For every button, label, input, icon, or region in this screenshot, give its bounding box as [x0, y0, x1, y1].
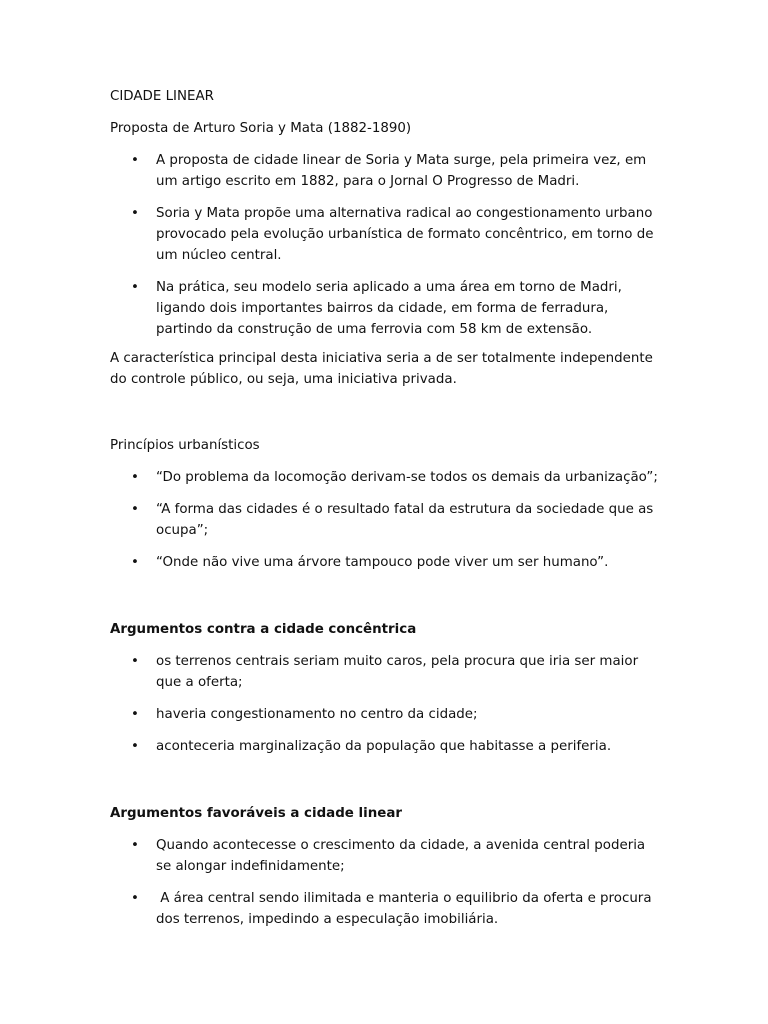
- proposal-heading: Proposta de Arturo Soria y Mata (1882-1890): [110, 121, 412, 136]
- bullet-icon: •: [131, 153, 139, 168]
- list-item: [110, 704, 658, 725]
- bullet-icon: •: [131, 654, 139, 669]
- principles-heading: Princípios urbanísticos: [110, 438, 260, 453]
- list-item-text: Na prática, seu modelo seria aplicado a uma área em torno de Madri, ligando dois importantes bairros da cidade, em forma de ferradura, partindo da construção de uma ferrovia com 58 km de extensão.: [156, 280, 622, 337]
- bullet-icon: •: [131, 739, 139, 754]
- list-item: [110, 736, 658, 757]
- list-item: [110, 499, 658, 541]
- bullet-icon: •: [131, 555, 139, 570]
- bullet-icon: •: [131, 470, 139, 485]
- list-item: [110, 552, 658, 573]
- bullet-icon: •: [131, 280, 139, 295]
- list-item: [110, 203, 658, 266]
- bullet-icon: •: [131, 206, 139, 221]
- favor-heading: Argumentos favoráveis a cidade linear: [110, 806, 402, 821]
- list-item: [110, 888, 658, 930]
- bullet-icon: •: [131, 838, 139, 853]
- list-item: [110, 651, 658, 693]
- document-title: CIDADE LINEAR: [110, 89, 214, 104]
- bullet-icon: •: [131, 707, 139, 722]
- list-item-text: haveria congestionamento no centro da cidade;: [156, 707, 478, 722]
- list-item-text: aconteceria marginalização da população que habitasse a periferia.: [156, 739, 612, 754]
- list-item-text: os terrenos centrais seriam muito caros, pela procura que iria ser maior que a oferta;: [156, 654, 639, 690]
- list-item-text: Quando acontecesse o crescimento da cidade, a avenida central poderia se alongar indefinidamente;: [156, 838, 646, 874]
- list-item: [110, 835, 658, 877]
- favor-bullet-list: [110, 835, 658, 930]
- list-item-text: “Do problema da locomoção derivam-se todos os demais da urbanização”;: [156, 470, 658, 485]
- list-item-text: “Onde não vive uma árvore tampouco pode viver um ser humano”.: [156, 555, 609, 570]
- against-heading: Argumentos contra a cidade concêntrica: [110, 622, 417, 637]
- bullet-icon: •: [131, 502, 139, 517]
- principles-bullet-list: [110, 467, 658, 573]
- list-item: [110, 467, 658, 488]
- list-item-text: A área central sendo ilimitada e manteria o equilibrio da oferta e procura dos terrenos, impedindo a especulação imobiliária.: [156, 891, 656, 927]
- proposal-bullet-list: [110, 150, 658, 340]
- bullet-icon: •: [131, 891, 139, 906]
- characteristic-paragraph: A característica principal desta iniciativa seria a de ser totalmente independente do controle público, ou seja, uma iniciativa privada.: [110, 351, 653, 387]
- list-item: [110, 150, 658, 192]
- list-item-text: A proposta de cidade linear de Soria y Mata surge, pela primeira vez, em um artigo escrito em 1882, para o Jornal O Progresso de Madri.: [156, 153, 647, 189]
- list-item: [110, 277, 658, 340]
- list-item-text: “A forma das cidades é o resultado fatal da estrutura da sociedade que as ocupa”;: [156, 502, 654, 538]
- against-bullet-list: [110, 651, 658, 757]
- list-item-text: Soria y Mata propõe uma alternativa radical ao congestionamento urbano provocado pela evolução urbanística de formato concêntrico, em torno de um núcleo central.: [156, 206, 654, 263]
